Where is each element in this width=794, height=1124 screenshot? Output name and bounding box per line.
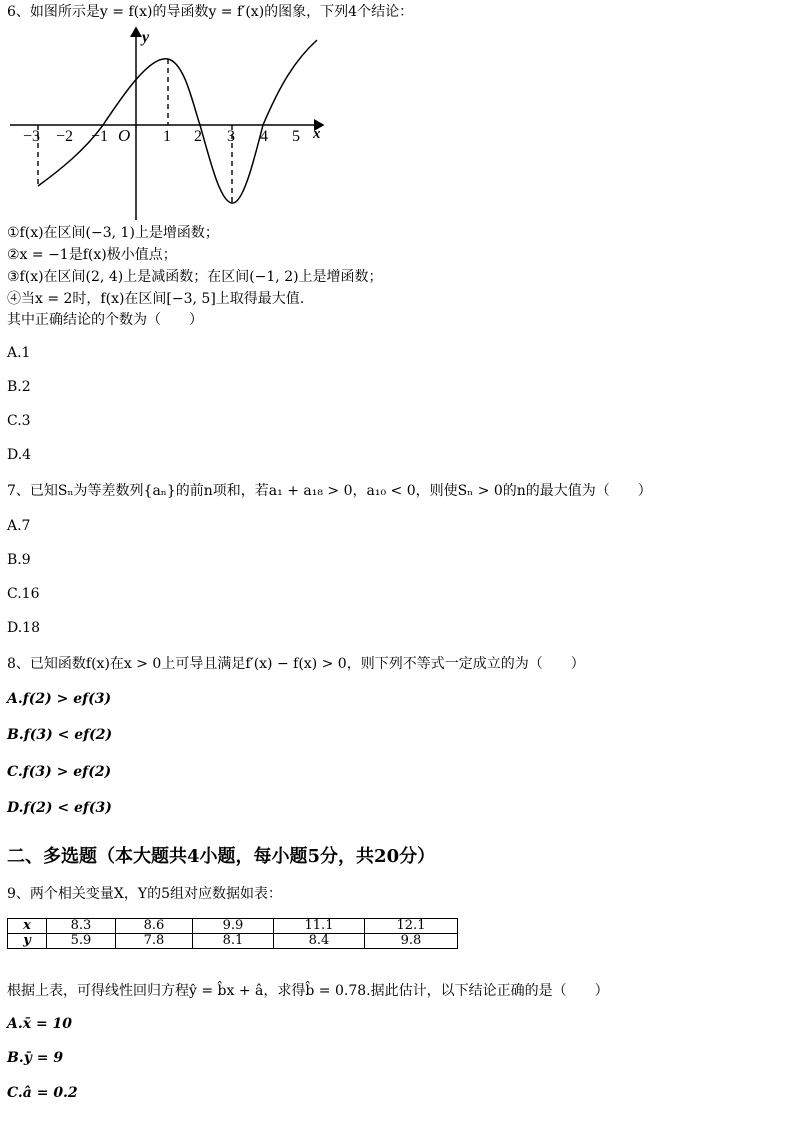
q7-option-a[interactable]: A.7 xyxy=(7,518,31,534)
y-axis-label: y xyxy=(142,29,150,46)
section-2-title: 二、多选题（本大题共4小题，每小题5分，共20分） xyxy=(7,846,436,867)
q7-option-d[interactable]: D.18 xyxy=(7,620,40,636)
x-tick-label: 1 xyxy=(163,128,171,145)
table-row xyxy=(8,934,458,949)
table-cell: 12.1 xyxy=(365,919,458,934)
q6-option-b[interactable]: B.2 xyxy=(7,379,31,395)
derivative-graph xyxy=(5,20,335,225)
q9-data-table xyxy=(7,918,458,949)
table-cell: 9.8 xyxy=(365,934,458,949)
q6-statement-1: ①f(x)在区间(−3, 1)上是增函数； xyxy=(7,225,219,241)
table-header-x: x xyxy=(8,919,47,934)
q9-option-b[interactable]: B.ȳ = 9 xyxy=(7,1050,64,1066)
x-tick-label: −1 xyxy=(91,128,109,145)
table-row xyxy=(8,919,458,934)
q7-option-c[interactable]: C.16 xyxy=(7,586,40,602)
q6-question: 其中正确结论的个数为（ ） xyxy=(7,312,203,328)
q9-stem: 9、两个相关变量X，Y的5组对应数据如表： xyxy=(7,886,283,902)
q8-option-a[interactable]: A.f(2) > ef(3) xyxy=(7,691,112,707)
table-cell: 8.6 xyxy=(116,919,193,934)
table-cell: 8.3 xyxy=(47,919,116,934)
x-tick-label: 4 xyxy=(260,128,268,145)
table-cell: 5.9 xyxy=(47,934,116,949)
q8-option-b[interactable]: B.f(3) < ef(2) xyxy=(7,727,113,743)
q8-option-c[interactable]: C.f(3) > ef(2) xyxy=(7,764,112,780)
q7-option-b[interactable]: B.9 xyxy=(7,552,31,568)
x-tick-label: 3 xyxy=(227,128,235,145)
q9-text: 根据上表，可得线性回归方程ŷ = b̂x + â，求得b̂ = 0.78.据此估计，以下结论正确的是（ ） xyxy=(7,983,609,999)
q9-option-c[interactable]: C.â = 0.2 xyxy=(7,1085,78,1101)
q6-stem: 6、如图所示是y = f(x)的导函数y = f′(x)的图象，下列4个结论： xyxy=(7,4,414,20)
q7-stem: 7、已知Sₙ为等差数列{aₙ}的前n项和，若a₁ + a₁₈ > 0，a₁₀ < 0，则使Sₙ > 0的n的最大值为（ ） xyxy=(7,483,652,499)
x-tick-label: −3 xyxy=(23,128,41,145)
q8-option-d[interactable]: D.f(2) < ef(3) xyxy=(7,800,112,816)
table-header-y: y xyxy=(8,934,47,949)
table-cell: 8.1 xyxy=(193,934,274,949)
q9-option-a[interactable]: A.x̄ = 10 xyxy=(7,1016,73,1032)
table-cell: 7.8 xyxy=(116,934,193,949)
q6-statement-3: ③f(x)在区间(2, 4)上是减函数；在区间(−1, 2)上是增函数； xyxy=(7,269,383,285)
q6-statement-2: ②x = −1是f(x)极小值点； xyxy=(7,247,177,263)
table-cell: 11.1 xyxy=(274,919,365,934)
q6-statement-4: ④当x = 2时，f(x)在区间[−3, 5]上取得最大值. xyxy=(7,291,305,307)
q8-stem: 8、已知函数f(x)在x > 0上可导且满足f′(x) − f(x) > 0，则下列不等式一定成立的为（ ） xyxy=(7,656,585,672)
curve-f-prime xyxy=(38,40,317,203)
x-tick-label: 2 xyxy=(194,128,202,145)
q6-option-a[interactable]: A.1 xyxy=(7,345,31,361)
origin-label: O xyxy=(118,126,131,145)
x-axis-label: x xyxy=(313,126,321,142)
x-tick-label: 5 xyxy=(292,128,300,145)
q6-option-c[interactable]: C.3 xyxy=(7,413,31,429)
table-cell: 9.9 xyxy=(193,919,274,934)
x-tick-label: −2 xyxy=(56,128,74,145)
table-cell: 8.4 xyxy=(274,934,365,949)
q6-option-d[interactable]: D.4 xyxy=(7,447,32,463)
